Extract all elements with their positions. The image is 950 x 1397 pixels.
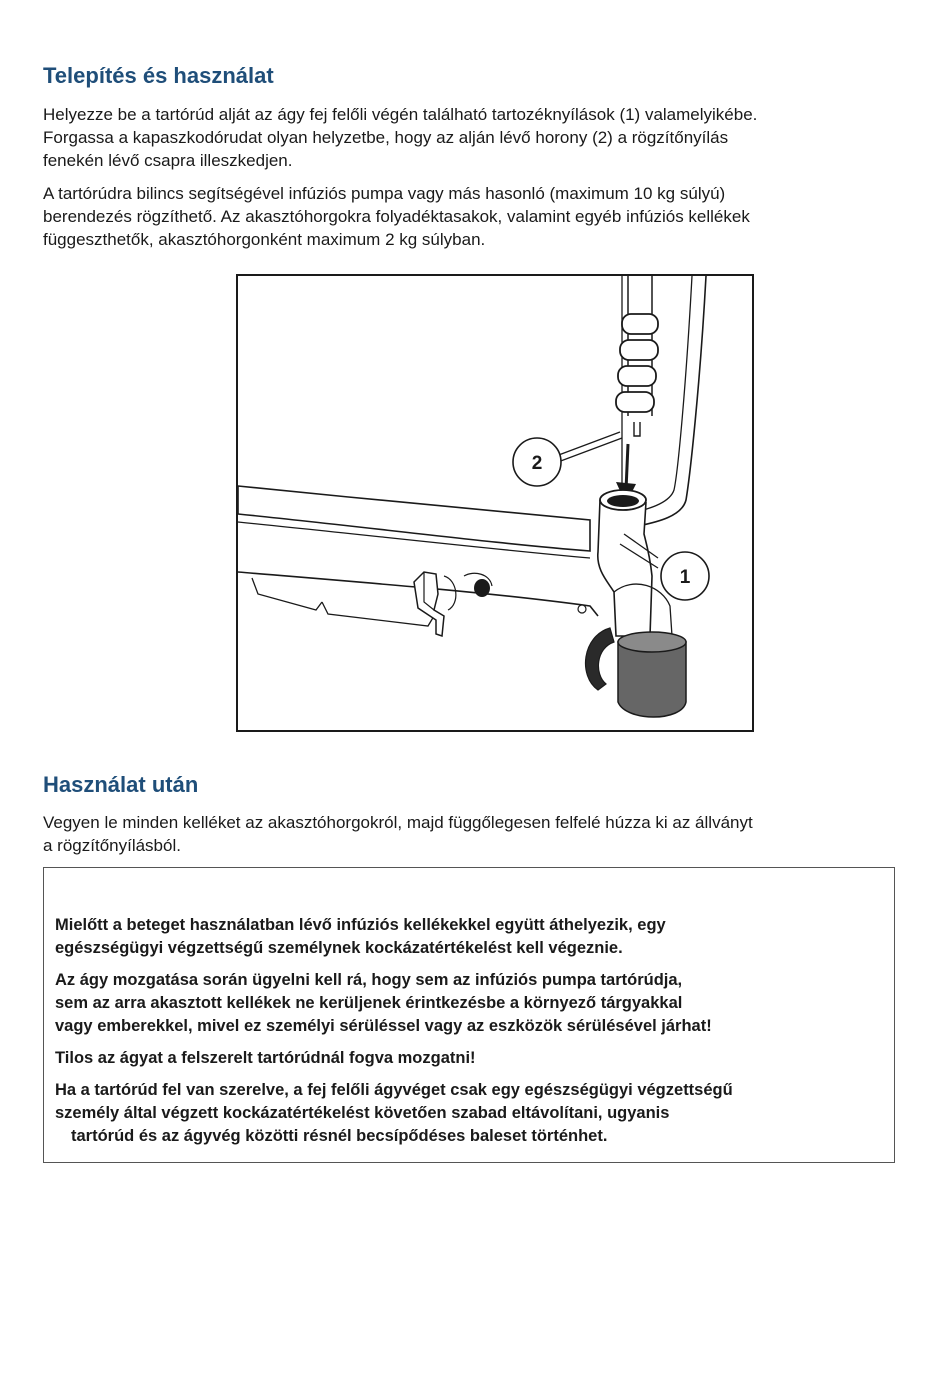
text-line: függeszthetők, akasztóhorgonként maximum 2 kg súlyban. [43, 230, 486, 249]
text-line: Ha a tartórúd fel van szerelve, a fej felőli ágyvéget csak egy egészségügyi végzettségű [55, 1081, 733, 1099]
text-line: vagy emberekkel, mivel ez személyi sérüléssel vagy az eszközök sérülésével járhat! [55, 1017, 712, 1035]
text-line: Tilos az ágyat a felszerelt tartórúdnál fogva mozgatni! [55, 1049, 476, 1067]
bed-frame-rail [238, 486, 590, 551]
install-paragraph-2 [43, 182, 893, 251]
pole-ring [616, 392, 654, 412]
text-line: sem az arra akasztott kellékek ne kerüljenek érintkezésbe a környező tárgyakkal [55, 994, 683, 1012]
text-line: berendezés rögzíthető. Az akasztóhorgokra folyadéktasakok, valamint egyéb infúziós kellékek [43, 207, 750, 226]
section-title-install: Telepítés és használat [43, 63, 274, 88]
text-line: Az ágy mozgatása során ügyelni kell rá, hogy sem az infúziós pumpa tartórúdja, [55, 971, 683, 989]
pole-ring [620, 340, 658, 360]
text-line: Helyezze be a tartórúd alját az ágy fej felőli végén található tartozéknyílások (1) valamelyikébe. [43, 105, 758, 124]
caster-wheel [586, 628, 615, 690]
socket-hole [607, 495, 639, 507]
text-line: a rögzítőnyílásból. [43, 836, 181, 855]
text-line: fenekén lévő csapra illeszkedjen. [43, 151, 293, 170]
callout-1-label: 1 [679, 567, 691, 588]
pole-ring [618, 366, 656, 386]
text-line: A tartórúdra bilincs segítségével infúziós pumpa vagy más hasonló (maximum 10 kg súlyú) [43, 184, 726, 203]
pole-ring [622, 314, 658, 334]
caster-body [618, 642, 686, 717]
bed-accessory-socket-drawing [238, 276, 752, 730]
install-paragraph-1 [43, 103, 893, 172]
warning-paragraph-transfer [55, 914, 885, 960]
screw-hole [578, 605, 586, 613]
installation-illustration [236, 274, 754, 732]
callout-2-label: 2 [531, 453, 543, 474]
warning-paragraph-headboard [55, 1079, 885, 1148]
side-bracket [414, 572, 444, 636]
section-title-after-use: Használat után [43, 772, 199, 797]
caster-top [618, 632, 686, 652]
callout-2-leader [556, 432, 620, 456]
warning-box [43, 867, 895, 1163]
callout-2-leader [558, 438, 622, 462]
text-line: személy által végzett kockázatértékelést követően szabad eltávolítani, ugyanis [55, 1104, 670, 1122]
text-line: egészségügyi végzettségű személynek kockázatértékelést kell végeznie. [55, 939, 623, 957]
warning-paragraph-moving [55, 969, 885, 1038]
after-use-paragraph [43, 811, 893, 857]
warning-content [55, 914, 885, 1157]
bracket-hook [444, 576, 456, 610]
warning-paragraph-prohibited [55, 1047, 885, 1070]
accessory-socket [598, 500, 652, 636]
pole-groove [634, 422, 640, 436]
text-line: Vegyen le minden kelléket az akasztóhorgokról, majd függőlegesen felfelé húzza ki az állványt [43, 813, 753, 832]
text-line: tartórúd és az ágyvég közötti résnél becsípődéses baleset történhet. [71, 1127, 608, 1145]
under-tray [252, 578, 322, 610]
bolt-head [474, 579, 490, 597]
text-line: Mielőtt a beteget használatban lévő infúziós kellékekkel együtt áthelyezik, egy [55, 916, 666, 934]
text-line: Forgassa a kapaszkodórudat olyan helyzetbe, hogy az alján lévő horony (2) a rögzítőnyílás [43, 128, 729, 147]
